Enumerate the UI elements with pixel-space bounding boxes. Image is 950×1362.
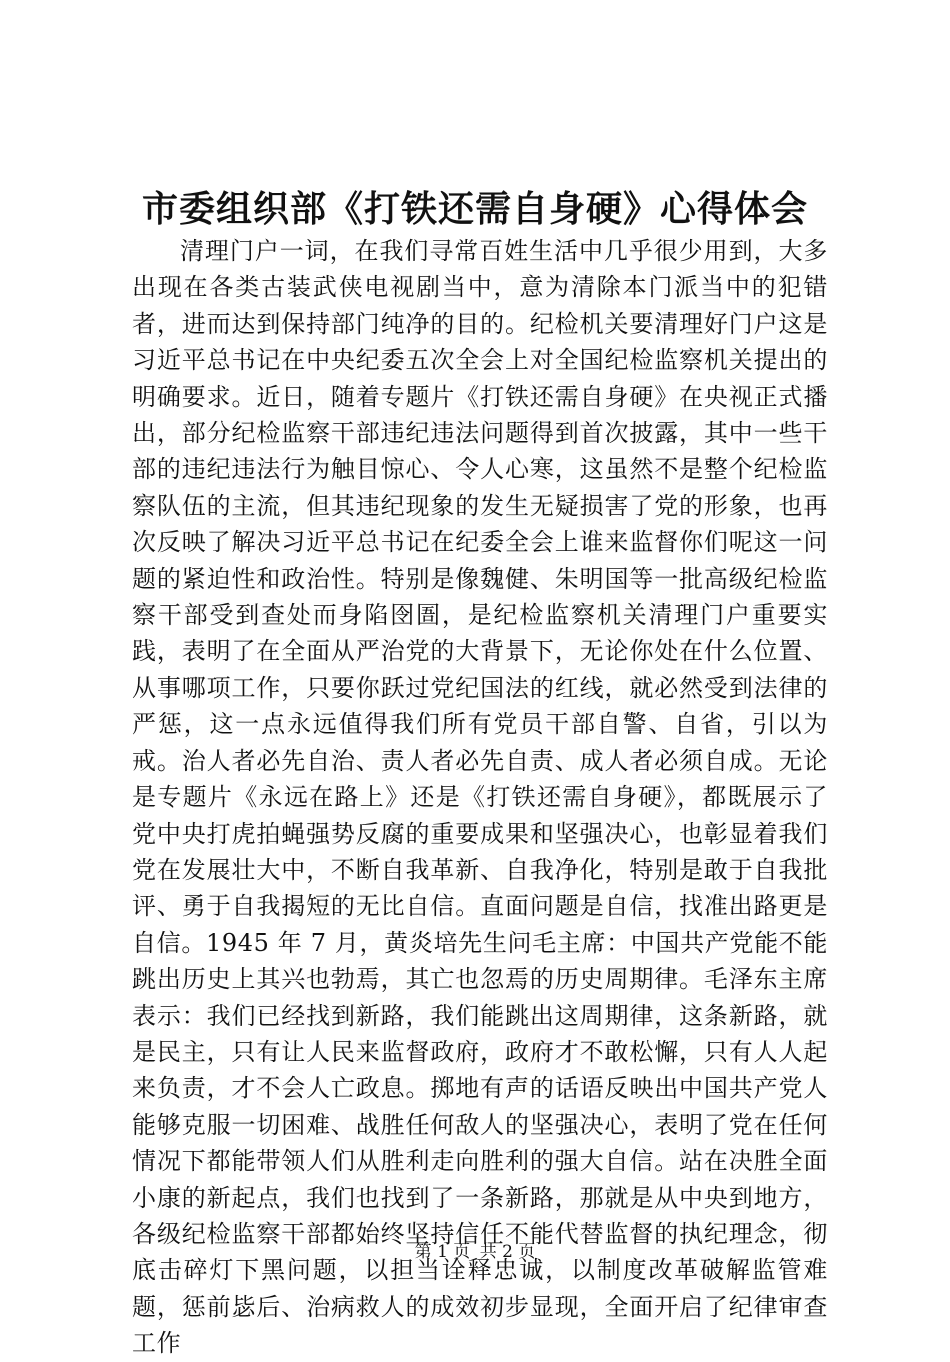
document-body-paragraph: 清理门户一词，在我们寻常百姓生活中几乎很少用到，大多出现在各类古装武侠电视剧当中，意为清除本门派当中的犯错者，进而达到保持部门纯净的目的。纪检机关要清理好门户这是习近平总书记在中央纪委五次全会上对全国纪检监察机关提出的明确要求。近日，随着专题片《打铁还需自身硬》在央视正式播出，部分纪检监察干部违纪违法问题得到首次披露，其中一些干部的违纪违法行为触目惊心、令人心寒，这虽然不是整个纪检监察队伍的主流，但其违纪现象的发生无疑损害了党的形象，也再次反映了解决习近平总书记在纪委全会上谁来监督你们呢这一问题的紧迫性和政治性。特别是像魏健、朱明国等一批高级纪检监察干部受到查处而身陷囹圄，是纪检监察机关清理门户重要实践，表明了在全面从严治党的大背景下，无论你处在什么位置、从事哪项工作，只要你跃过党纪国法的红线，就必然受到法律的严惩，这一点永远值得我们所有党员干部自警、自省，引以为戒。治人者必先自治、责人者必先自责、成人者必须自成。无论是专题片《永远在路上》还是《打铁还需自身硬》，都既展示了党中央打虎拍蝇强势反腐的重要成果和坚强决心，也彰显着我们党在发展壮大中，不断自我革新、自我净化，特别是敢于自我批评、勇于自我揭短的无比自信。直面问题是自信，找准出路更是自信。1945 年 7 月，黄炎培先生问毛主席：中国共产党能不能跳出历史上其兴也勃焉，其亡也忽焉的历史周期律。毛泽东主席表示：我们已经找到新路，我们能跳出这周期律，这条新路，就是民主，只有让人民来监督政府，政府才不敢松懈，只有人人起来负责，才不会人亡政息。掷地有声的话语反映出中国共产党人能够克服一切困难、战胜任何敌人的坚强决心，表明了党在任何情况下都能带领人们从胜利走向胜利的强大自信。站在决胜全面小康的新起点，我们也找到了一条新路，那就是从中央到地方，各级纪检监察干部都始终坚持信任不能代替监督的执纪理念，彻底击碎灯下黑问题，以担当诠释忠诚，以制度改革破解监管难题，惩前毖后、治病救人的成效初步显现，全面开启了纪律审查工作	[132, 237, 828, 1358]
page-number-total: 共 2 页	[479, 1242, 536, 1262]
page-footer	[0, 1240, 950, 1264]
document-title: 市委组织部《打铁还需自身硬》心得体会	[141, 188, 808, 230]
page-number-current: 第 1 页	[414, 1242, 471, 1262]
